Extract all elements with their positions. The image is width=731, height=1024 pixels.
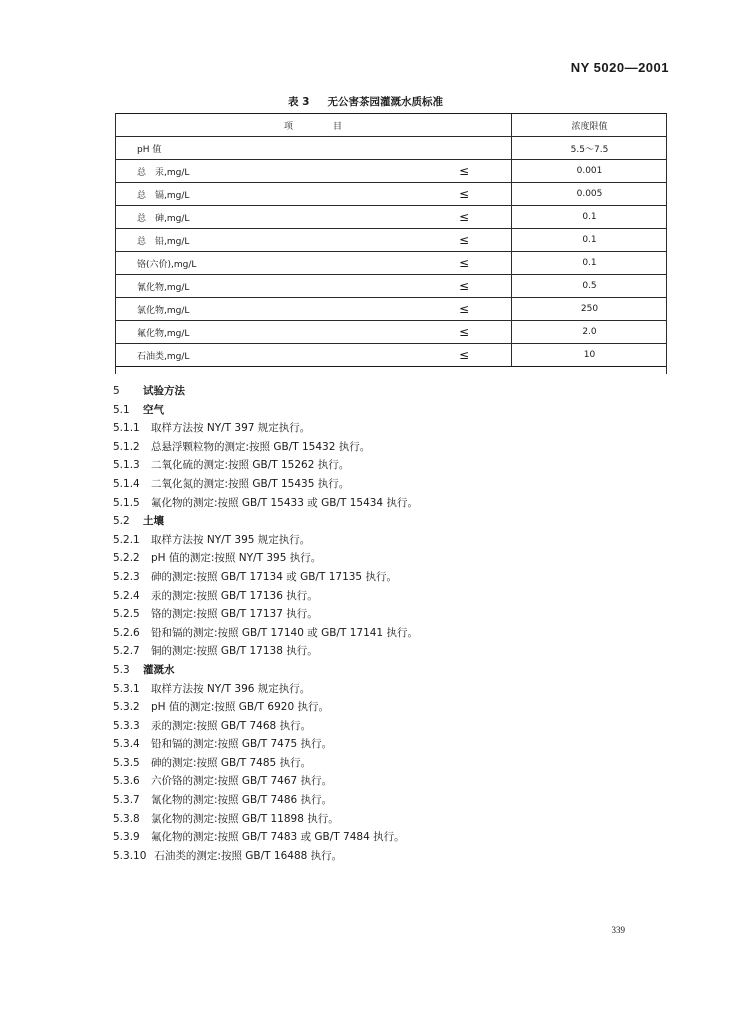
test-methods-section — [113, 382, 673, 865]
table-row — [115, 183, 667, 206]
row-operator — [417, 137, 512, 160]
clause-text: 石油类的测定:按照 GB/T 16488 执行。 — [154, 849, 343, 862]
clause-number: 5.3.8 — [113, 812, 140, 825]
section-clause — [113, 680, 673, 699]
clause-number: 5.3.10 — [113, 849, 147, 862]
row-limit-value: 0.5 — [512, 275, 668, 298]
row-item: 总 铅,mg/L — [115, 229, 417, 252]
section-clause — [113, 438, 673, 457]
clause-text: 铜的测定:按照 GB/T 17138 执行。 — [151, 645, 318, 658]
clause-number: 5.1.3 — [113, 459, 140, 472]
row-limit-value: 0.001 — [512, 160, 668, 183]
clause-text: 氰化物的测定:按照 GB/T 7486 执行。 — [151, 794, 333, 807]
clause-number: 5.1 — [113, 403, 130, 416]
row-limit-value: 0.1 — [512, 206, 668, 229]
section-clause — [113, 531, 673, 550]
table-row — [115, 137, 667, 160]
section-clause — [113, 475, 673, 494]
section-clause — [113, 698, 673, 717]
row-limit-value: 2.0 — [512, 321, 668, 344]
clause-number: 5.3.5 — [113, 756, 140, 769]
section-clause — [113, 847, 673, 866]
row-operator: ≤ — [417, 298, 512, 321]
section-heading — [113, 512, 673, 531]
row-operator: ≤ — [417, 344, 512, 367]
clause-text: pH 值的测定:按照 GB/T 6920 执行。 — [151, 701, 329, 714]
row-item: 总 砷,mg/L — [115, 206, 417, 229]
row-item: 氟化物,mg/L — [115, 321, 417, 344]
row-item: 总 镉,mg/L — [115, 183, 417, 206]
clause-text: 砷的测定:按照 GB/T 17134 或 GB/T 17135 执行。 — [151, 570, 397, 583]
clause-text: 空气 — [143, 403, 164, 416]
clause-number: 5.2.1 — [113, 533, 140, 546]
clause-number: 5 — [113, 385, 120, 397]
row-item: 总 汞,mg/L — [115, 160, 417, 183]
section-clause — [113, 828, 673, 847]
clause-text: 取样方法按 NY/T 396 规定执行。 — [151, 682, 311, 695]
row-operator: ≤ — [417, 160, 512, 183]
section-clause — [113, 772, 673, 791]
standard-code: NY 5020—2001 — [570, 60, 669, 75]
row-limit-value: 0.1 — [512, 229, 668, 252]
section-clause — [113, 605, 673, 624]
clause-number: 5.1.2 — [113, 440, 140, 453]
table-body — [115, 137, 667, 367]
clause-text: 氟化物的测定:按照 GB/T 7483 或 GB/T 7484 执行。 — [151, 831, 405, 844]
clause-number: 5.3.4 — [113, 738, 140, 751]
clause-number: 5.1.4 — [113, 477, 140, 490]
section-clause — [113, 549, 673, 568]
table-header-row — [115, 114, 667, 137]
row-item: pH 值 — [115, 137, 417, 160]
table-row — [115, 321, 667, 344]
clause-text: 六价铬的测定:按照 GB/T 7467 执行。 — [151, 775, 333, 788]
section-heading — [113, 382, 673, 401]
clause-number: 5.2.6 — [113, 626, 140, 639]
row-item: 石油类,mg/L — [115, 344, 417, 367]
section-clause — [113, 735, 673, 754]
row-limit-value: 5.5～7.5 — [512, 137, 668, 160]
table-left-border — [115, 113, 116, 374]
clause-text: 取样方法按 NY/T 397 规定执行。 — [151, 422, 311, 435]
row-limit-value: 0.1 — [512, 252, 668, 275]
section-clause — [113, 568, 673, 587]
clause-text: 砷的测定:按照 GB/T 7485 执行。 — [151, 756, 312, 769]
clause-number: 5.3.3 — [113, 719, 140, 732]
clause-number: 5.3.6 — [113, 775, 140, 788]
table-row — [115, 298, 667, 321]
table-row — [115, 160, 667, 183]
section-clause — [113, 587, 673, 606]
row-operator: ≤ — [417, 206, 512, 229]
clause-number: 5.1.5 — [113, 496, 140, 509]
clause-number: 5.3.9 — [113, 831, 140, 844]
clause-number: 5.2.4 — [113, 589, 140, 602]
clause-number: 5.3.1 — [113, 682, 140, 695]
clause-text: 取样方法按 NY/T 395 规定执行。 — [151, 533, 311, 546]
clause-number: 5.2.7 — [113, 645, 140, 658]
clause-number: 5.3.2 — [113, 701, 140, 714]
clause-number: 5.2 — [113, 515, 130, 528]
row-item: 铬(六价),mg/L — [115, 252, 417, 275]
section-clause — [113, 456, 673, 475]
table-row — [115, 275, 667, 298]
clause-text: 二氧化氮的测定:按照 GB/T 15435 执行。 — [151, 477, 350, 490]
clause-text: 铬的测定:按照 GB/T 17137 执行。 — [151, 608, 318, 621]
row-operator: ≤ — [417, 229, 512, 252]
clause-number: 5.3 — [113, 663, 130, 676]
clause-number: 5.2.5 — [113, 608, 140, 621]
clause-text: 灌溉水 — [143, 663, 175, 676]
section-clause — [113, 624, 673, 643]
table-caption — [0, 94, 731, 109]
row-item: 氰化物,mg/L — [115, 275, 417, 298]
table-caption-title: 无公害茶园灌溉水质标准 — [327, 96, 443, 108]
section-clause — [113, 810, 673, 829]
row-limit-value: 0.005 — [512, 183, 668, 206]
section-clause — [113, 419, 673, 438]
clause-text: 土壤 — [143, 515, 164, 528]
clause-text: 二氧化硫的测定:按照 GB/T 15262 执行。 — [151, 459, 350, 472]
clause-text: 铅和镉的测定:按照 GB/T 17140 或 GB/T 17141 执行。 — [151, 626, 418, 639]
section-heading — [113, 401, 673, 420]
clause-text: 氟化物的测定:按照 GB/T 15433 或 GB/T 15434 执行。 — [151, 496, 418, 509]
clause-text: 汞的测定:按照 GB/T 17136 执行。 — [151, 589, 318, 602]
clause-text: 总悬浮颗粒物的测定:按照 GB/T 15432 执行。 — [151, 440, 371, 453]
table-row — [115, 206, 667, 229]
clause-number: 5.1.1 — [113, 422, 140, 435]
row-operator: ≤ — [417, 321, 512, 344]
table-row — [115, 344, 667, 367]
clause-text: 铅和镉的测定:按照 GB/T 7475 执行。 — [151, 738, 333, 751]
row-item: 氯化物,mg/L — [115, 298, 417, 321]
row-operator: ≤ — [417, 275, 512, 298]
clause-text: 试验方法 — [143, 385, 185, 397]
row-limit-value: 250 — [512, 298, 668, 321]
header-item: 项目 — [115, 114, 512, 137]
section-clause — [113, 754, 673, 773]
table-right-border — [666, 113, 667, 374]
clause-text: 氯化物的测定:按照 GB/T 11898 执行。 — [151, 812, 339, 825]
table-row — [115, 252, 667, 275]
table-row — [115, 229, 667, 252]
section-clause — [113, 642, 673, 661]
clause-number: 5.3.7 — [113, 794, 140, 807]
header-limit: 浓度限值 — [512, 114, 668, 137]
section-heading — [113, 661, 673, 680]
clause-text: 汞的测定:按照 GB/T 7468 执行。 — [151, 719, 312, 732]
page-number: 339 — [611, 925, 625, 935]
clause-number: 5.2.2 — [113, 552, 140, 565]
water-quality-table — [115, 113, 667, 367]
row-operator: ≤ — [417, 183, 512, 206]
section-clause — [113, 791, 673, 810]
row-operator: ≤ — [417, 252, 512, 275]
section-clause — [113, 494, 673, 513]
clause-number: 5.2.3 — [113, 570, 140, 583]
row-limit-value: 10 — [512, 344, 668, 367]
section-clause — [113, 717, 673, 736]
table-caption-label: 表 3 — [288, 96, 310, 108]
clause-text: pH 值的测定:按照 NY/T 395 执行。 — [151, 552, 322, 565]
